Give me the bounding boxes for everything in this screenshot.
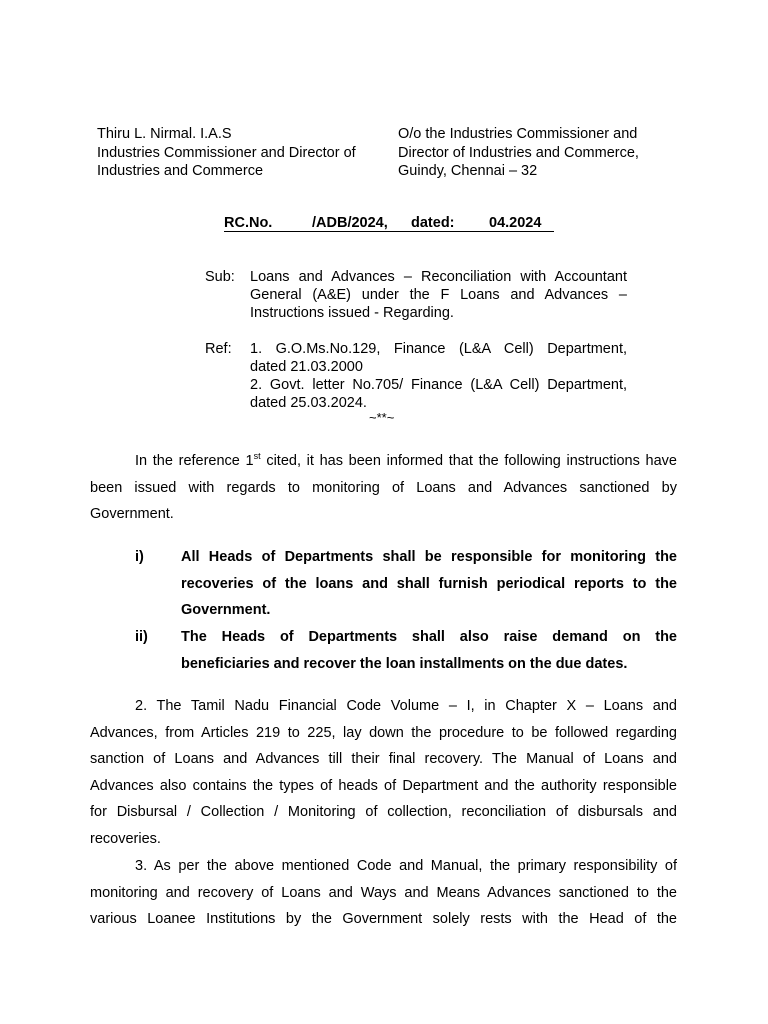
instruction-line: The Heads of Departments shall also raise demand on the <box>181 629 677 645</box>
office-address: Guindy, Chennai – 32 <box>398 163 538 179</box>
instruction-number: i) <box>135 549 144 565</box>
reference-line: 2. Govt. letter No.705/ Finance (L&A Cell) Department, <box>250 377 627 393</box>
sender-name: Thiru L. Nirmal. I.A.S <box>97 126 232 142</box>
office-line-1: O/o the Industries Commissioner and <box>398 126 638 142</box>
paragraph-line: various Loanee Institutions by the Government solely rests with the Head of the <box>90 911 677 927</box>
paragraph-line: Advances also contains the types of heads of Department and the authority responsible <box>90 777 677 794</box>
subject-line: General (A&E) under the F Loans and Advances – <box>250 287 627 303</box>
subject-text <box>250 268 627 322</box>
paragraph-line: Government. <box>90 506 174 522</box>
rc-date: 04.2024 <box>489 215 542 231</box>
reference-label: Ref: <box>205 341 232 357</box>
instruction-line: recoveries of the loans and shall furnish periodical reports to the <box>181 575 677 592</box>
paragraph-line: for Disbursal / Collection / Monitoring of collection, reconciliation of disbursals and <box>90 804 677 820</box>
paragraph-line: 2. The Tamil Nadu Financial Code Volume – I, in Chapter X – Loans and <box>135 698 677 714</box>
paragraph-line: 3. As per the above mentioned Code and Manual, the primary responsibility of <box>135 858 677 874</box>
paragraph-line: recoveries. <box>90 830 161 847</box>
paragraph-line: been issued with regards to monitoring of Loans and Advances sanctioned by <box>90 479 677 496</box>
paragraph-line: monitoring and recovery of Loans and Ways and Means Advances sanctioned to the <box>90 884 677 901</box>
rc-prefix: RC.No. <box>224 215 273 231</box>
separator-mark: ~**~ <box>369 410 395 425</box>
intro-paragraph <box>90 448 677 528</box>
instruction-number: ii) <box>135 629 148 645</box>
paragraph-2 <box>90 693 677 852</box>
office-block <box>398 125 668 181</box>
reference-number-line <box>224 214 554 232</box>
sender-designation: Industries Commissioner and Director of <box>97 144 356 161</box>
instruction-line: beneficiaries and recover the loan installments on the due dates. <box>181 655 628 672</box>
paragraph-3 <box>90 853 677 933</box>
rc-number: /ADB/2024, <box>312 215 388 231</box>
subject-line: Loans and Advances – Reconciliation with Accountant <box>250 269 627 285</box>
reference-line: dated 25.03.2024. <box>250 395 367 411</box>
sender-block <box>97 125 382 181</box>
office-line-2: Director of Industries and Commerce, <box>398 144 639 161</box>
rc-dated-label: dated: <box>411 215 455 231</box>
paragraph-line: sanction of Loans and Advances till their final recovery. The Manual of Loans and <box>90 751 677 767</box>
paragraph-line: In the reference 1st cited, it has been informed that the following instructions have <box>135 451 677 469</box>
reference-line: dated 21.03.2000 <box>250 359 363 375</box>
sender-designation-cont: Industries and Commerce <box>97 163 264 179</box>
subject-label: Sub: <box>205 269 235 285</box>
reference-line: 1. G.O.Ms.No.129, Finance (L&A Cell) Department, <box>250 341 627 357</box>
instruction-line: All Heads of Departments shall be responsible for monitoring the <box>181 549 677 565</box>
paragraph-line: Advances, from Articles 219 to 225, lay down the procedure to be followed regarding <box>90 724 677 741</box>
subject-line: Instructions issued - Regarding. <box>250 305 454 321</box>
instruction-line: Government. <box>181 602 271 618</box>
reference-text <box>250 340 627 412</box>
